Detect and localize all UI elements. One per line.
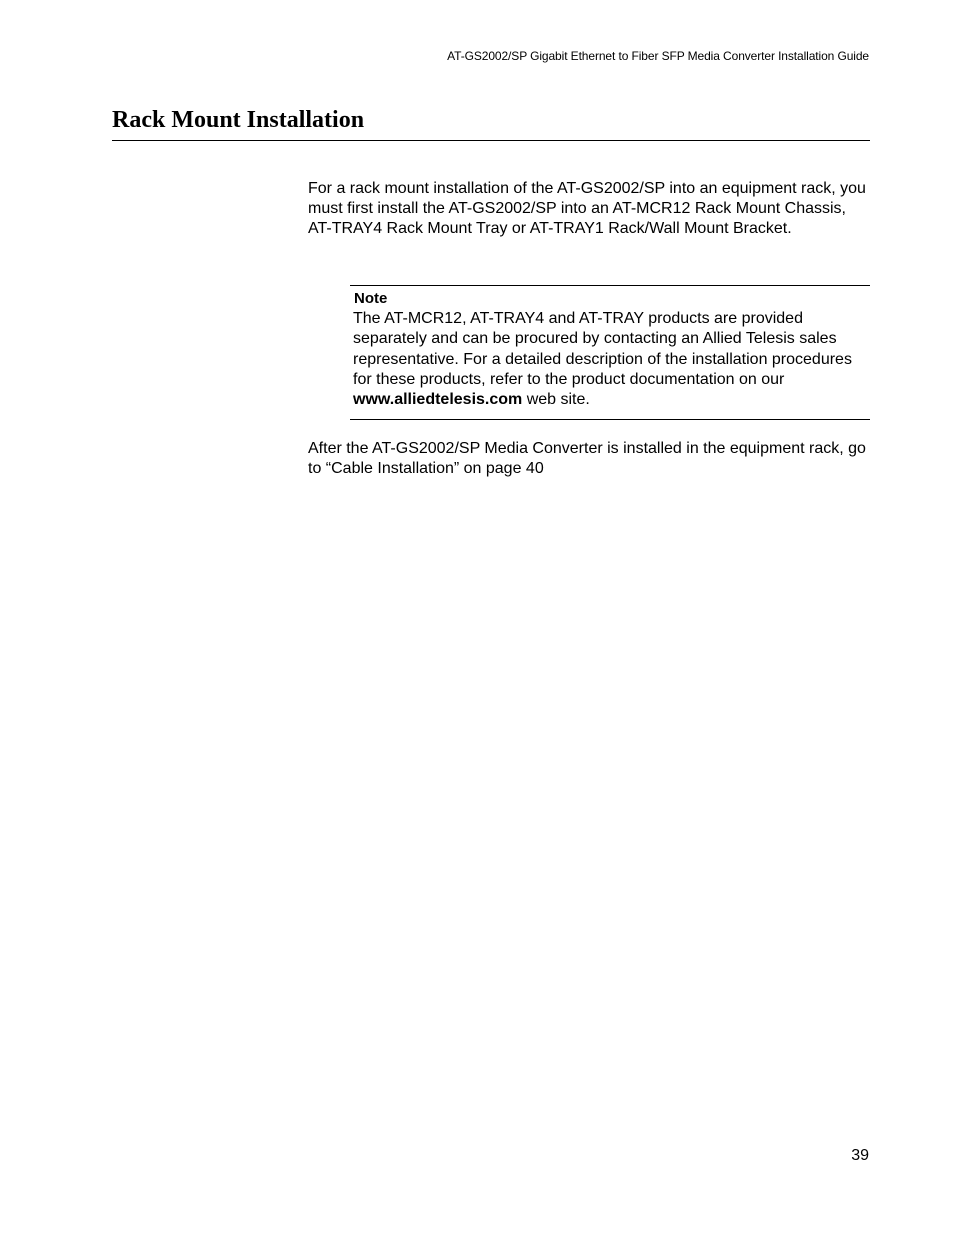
running-header: AT-GS2002/SP Gigabit Ethernet to Fiber SFP Media Converter Installation Guide	[447, 49, 869, 63]
note-body	[353, 309, 869, 410]
title-rule	[112, 140, 870, 141]
page-number: 39	[851, 1147, 869, 1164]
website-url: www.alliedtelesis.com	[353, 391, 523, 409]
next-step-paragraph: After the AT-GS2002/SP Media Converter is installed in the equipment rack, go to “Cable Installation” on page 40	[308, 440, 866, 477]
note-text-after-url: web site.	[522, 391, 590, 409]
note-box	[350, 285, 870, 420]
note-heading: Note	[354, 290, 388, 307]
intro-paragraph: For a rack mount installation of the AT-GS2002/SP into an equipment rack, you must first install the AT-GS2002/SP into an AT-MCR12 Rack Mount Chassis, AT-TRAY4 Rack Mount Tray or AT-TRAY1 Rack/Wall Mount Bracket.	[308, 180, 866, 237]
section-title: Rack Mount Installation	[112, 107, 365, 133]
note-text-before-url: The AT-MCR12, AT-TRAY4 and AT-TRAY products are provided separately and can be procured by contacting an Allied Telesis sales representative. For a detailed description of the installation procedures for these products, refer to the product documentation on our	[353, 310, 852, 388]
